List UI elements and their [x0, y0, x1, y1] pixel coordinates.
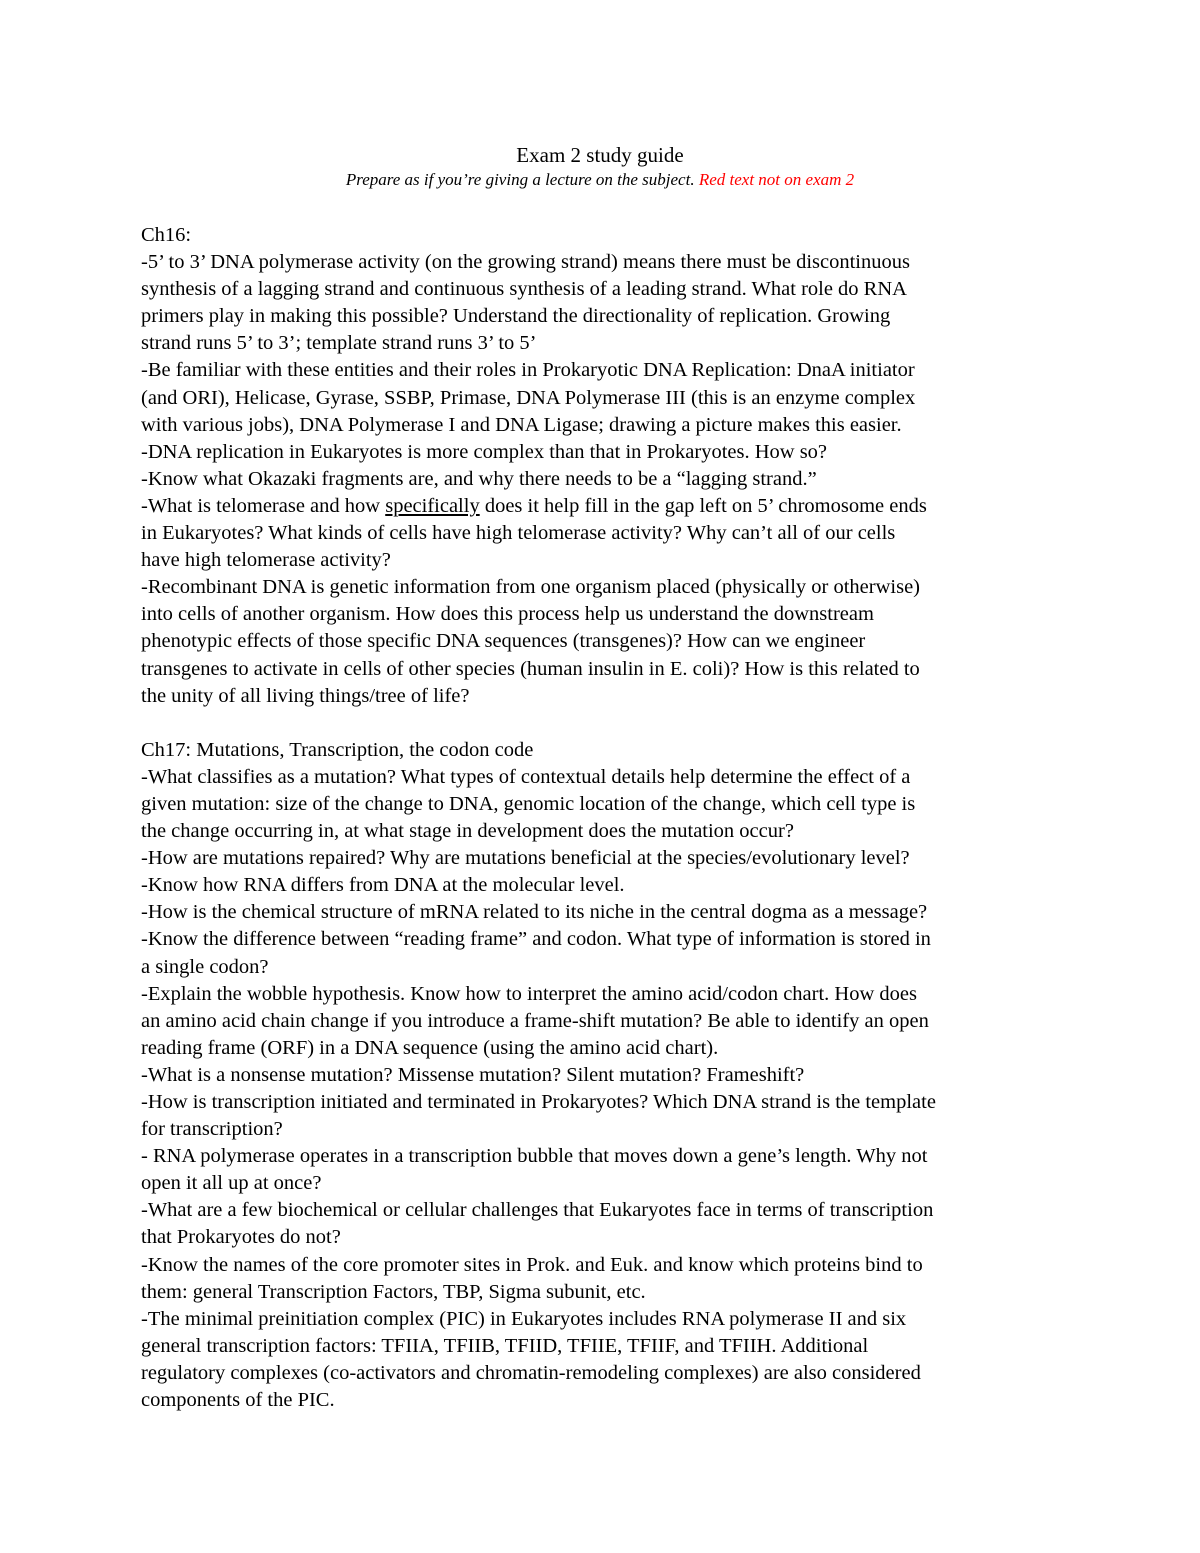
- document-body: [141, 222, 1061, 1414]
- ch17-line: -Know the names of the core promoter sites in Prok. and Euk. and know which proteins bind to: [141, 1253, 923, 1276]
- ch17-line: a single codon?: [141, 955, 269, 978]
- ch16-telomerase-line: [141, 493, 1061, 520]
- ch17-line: -How are mutations repaired? Why are mutations beneficial at the species/evolutionary level?: [141, 847, 910, 870]
- ch16-line: -Be familiar with these entities and their roles in Prokaryotic DNA Replication: DnaA initiator: [141, 359, 915, 382]
- ch17-line: given mutation: size of the change to DNA, genomic location of the change, which cell type is: [141, 792, 916, 815]
- document-header: [0, 142, 1200, 191]
- ch17-line: -How is the chemical structure of mRNA related to its niche in the central dogma as a message?: [141, 901, 928, 924]
- ch16-line: the unity of all living things/tree of life?: [141, 684, 470, 707]
- ch17-line: -What classifies as a mutation? What types of contextual details help determine the effect of a: [141, 765, 911, 788]
- ch16-line: transgenes to activate in cells of other species (human insulin in E. coli)? How is this related to: [141, 657, 920, 680]
- ch16-line: synthesis of a lagging strand and continuous synthesis of a leading strand. What role do RNA: [141, 278, 907, 301]
- ch17-line: for transcription?: [141, 1118, 283, 1141]
- ch17-line: -How is transcription initiated and terminated in Prokaryotes? Which DNA strand is the template: [141, 1091, 936, 1113]
- page-subtitle: [0, 169, 1200, 191]
- ch17-line: that Prokaryotes do not?: [141, 1226, 341, 1249]
- ch16-line: -5’ to 3’ DNA polymerase activity (on the growing strand) means there must be discontinuous: [141, 251, 910, 274]
- ch16-line: in Eukaryotes? What kinds of cells have high telomerase activity? Why can’t all of our cells: [141, 522, 896, 545]
- subtitle-red-note: Red text not on exam 2: [698, 170, 855, 189]
- ch16-heading: Ch16:: [141, 224, 192, 246]
- ch17-line: -The minimal preinitiation complex (PIC) in Eukaryotes includes RNA polymerase II and six: [141, 1307, 907, 1330]
- ch17-line: open it all up at once?: [141, 1172, 322, 1195]
- ch16-line: -Recombinant DNA is genetic information from one organism placed (physically or otherwise): [141, 576, 920, 599]
- ch16-line: -Know what Okazaki fragments are, and why there needs to be a “lagging strand.”: [141, 467, 817, 490]
- ch16-line: (and ORI), Helicase, Gyrase, SSBP, Primase, DNA Polymerase III (this is an enzyme complex: [141, 386, 916, 409]
- ch17-line: - RNA polymerase operates in a transcription bubble that moves down a gene’s length. Why not: [141, 1145, 928, 1168]
- ch16-line: -DNA replication in Eukaryotes is more complex than that in Prokaryotes. How so?: [141, 440, 828, 463]
- ch17-line: -Know the difference between “reading frame” and codon. What type of information is stored in: [141, 928, 931, 951]
- ch16-line: into cells of another organism. How does this process help us understand the downstream: [141, 603, 874, 626]
- underlined-word: specifically: [385, 494, 480, 517]
- ch17-line: components of the PIC.: [141, 1389, 335, 1412]
- ch17-line: reading frame (ORF) in a DNA sequence (using the amino acid chart).: [141, 1036, 719, 1059]
- ch17-line: general transcription factors: TFIIA, TFIIB, TFIID, TFIIE, TFIIF, and TFIIH. Additional: [141, 1334, 869, 1357]
- subtitle-instruction: Prepare as if you’re giving a lecture on the subject.: [345, 170, 695, 189]
- telomerase-text-end: does it help fill in the gap left on 5’ chromosome ends: [479, 494, 927, 517]
- ch17-heading: Ch17: Mutations, Transcription, the codon code: [141, 738, 534, 761]
- ch16-line: with various jobs), DNA Polymerase I and DNA Ligase; drawing a picture makes this easier.: [141, 413, 902, 436]
- ch16-line: primers play in making this possible? Understand the directionality of replication. Growing: [141, 305, 891, 328]
- ch17-line: an amino acid chain change if you introduce a frame-shift mutation? Be able to identify an open: [141, 1009, 929, 1032]
- ch17-line: -Know how RNA differs from DNA at the molecular level.: [141, 874, 625, 897]
- ch17-line: -What is a nonsense mutation? Missense mutation? Silent mutation? Frameshift?: [141, 1063, 805, 1086]
- page-title: Exam 2 study guide: [516, 143, 684, 167]
- ch17-line: regulatory complexes (co-activators and chromatin-remodeling complexes) are also considered: [141, 1361, 921, 1384]
- ch17-line: -What are a few biochemical or cellular challenges that Eukaryotes face in terms of transcription: [141, 1199, 934, 1222]
- ch16-line: strand runs 5’ to 3’; template strand runs 3’ to 5’: [141, 332, 537, 355]
- ch17-line: -Explain the wobble hypothesis. Know how to interpret the amino acid/codon chart. How does: [141, 982, 917, 1005]
- ch16-line: have high telomerase activity?: [141, 549, 391, 572]
- ch16-line: phenotypic effects of those specific DNA sequences (transgenes)? How can we engineer: [141, 630, 866, 653]
- telomerase-text-start: -What is telomerase and how: [141, 494, 386, 517]
- ch17-line: them: general Transcription Factors, TBP, Sigma subunit, etc.: [141, 1280, 646, 1303]
- ch17-line: the change occurring in, at what stage in development does the mutation occur?: [141, 820, 794, 843]
- section-spacer: [141, 710, 1061, 737]
